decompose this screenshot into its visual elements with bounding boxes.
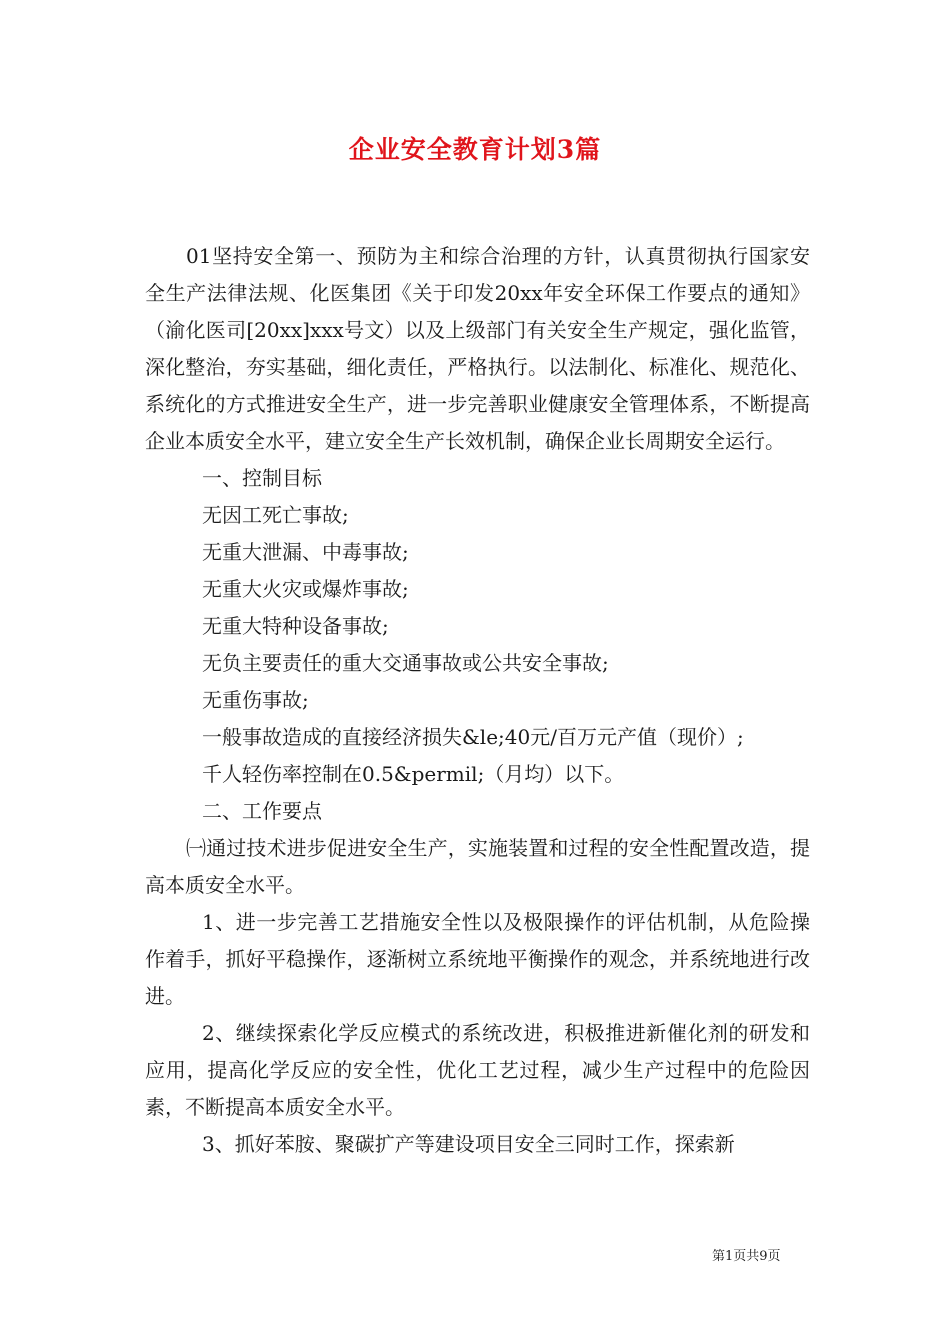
target-item: 无负主要责任的重大交通事故或公共安全事故;	[202, 651, 609, 675]
target-item: 一般事故造成的直接经济损失&le;40元/百万元产值（现价）;	[202, 725, 744, 749]
paragraph-item-3: 3、抓好苯胺、聚碳扩产等建设项目安全三同时工作，探索新	[202, 1132, 735, 1156]
paragraph-item-1: 1、进一步完善工艺措施安全性以及极限操作的评估机制，从危险操作着手，抓好平稳操作，逐渐树立系统地平衡操作的观念，并系统地进行改进。	[145, 910, 810, 1008]
target-item: 无重大泄漏、中毒事故;	[202, 540, 409, 564]
target-item: 无重伤事故;	[202, 688, 309, 712]
paragraph-point-1: ㈠通过技术进步促进安全生产，实施装置和过程的安全性配置改造，提高本质安全水平。	[145, 836, 810, 897]
paragraph-item-2: 2、继续探索化学反应模式的系统改进，积极推进新催化剂的研发和应用，提高化学反应的安全性，优化工艺过程，减少生产过程中的危险因素，不断提高本质安全水平。	[145, 1021, 810, 1119]
target-item: 无重大特种设备事故;	[202, 614, 389, 638]
paragraph-intro: 01坚持安全第一、预防为主和综合治理的方针，认真贯彻执行国家安全生产法律法规、化医集团《关于印发20xx年安全环保工作要点的通知》（渝化医司[20xx]xxx号文）以及上级部门有关安全生产规定，强化监管，深化整治，夯实基础，细化责任，严格执行。以法制化、标准化、规范化、系统化的方式推进安全生产，进一步完善职业健康安全管理体系，不断提高企业本质安全水平，建立安全生产长效机制，确保企业长周期安全运行。	[145, 244, 810, 453]
heading-work-points: 二、工作要点	[202, 799, 322, 823]
target-item: 千人轻伤率控制在0.5&permil;（月均）以下。	[202, 762, 625, 786]
heading-control-targets: 一、控制目标	[202, 466, 322, 490]
target-item: 无因工死亡事故;	[202, 503, 349, 527]
target-item: 无重大火灾或爆炸事故;	[202, 577, 409, 601]
document-title: 企业安全教育计划3篇	[348, 135, 602, 164]
page-number: 第1页共9页	[712, 1249, 781, 1264]
document-body	[145, 238, 810, 1163]
